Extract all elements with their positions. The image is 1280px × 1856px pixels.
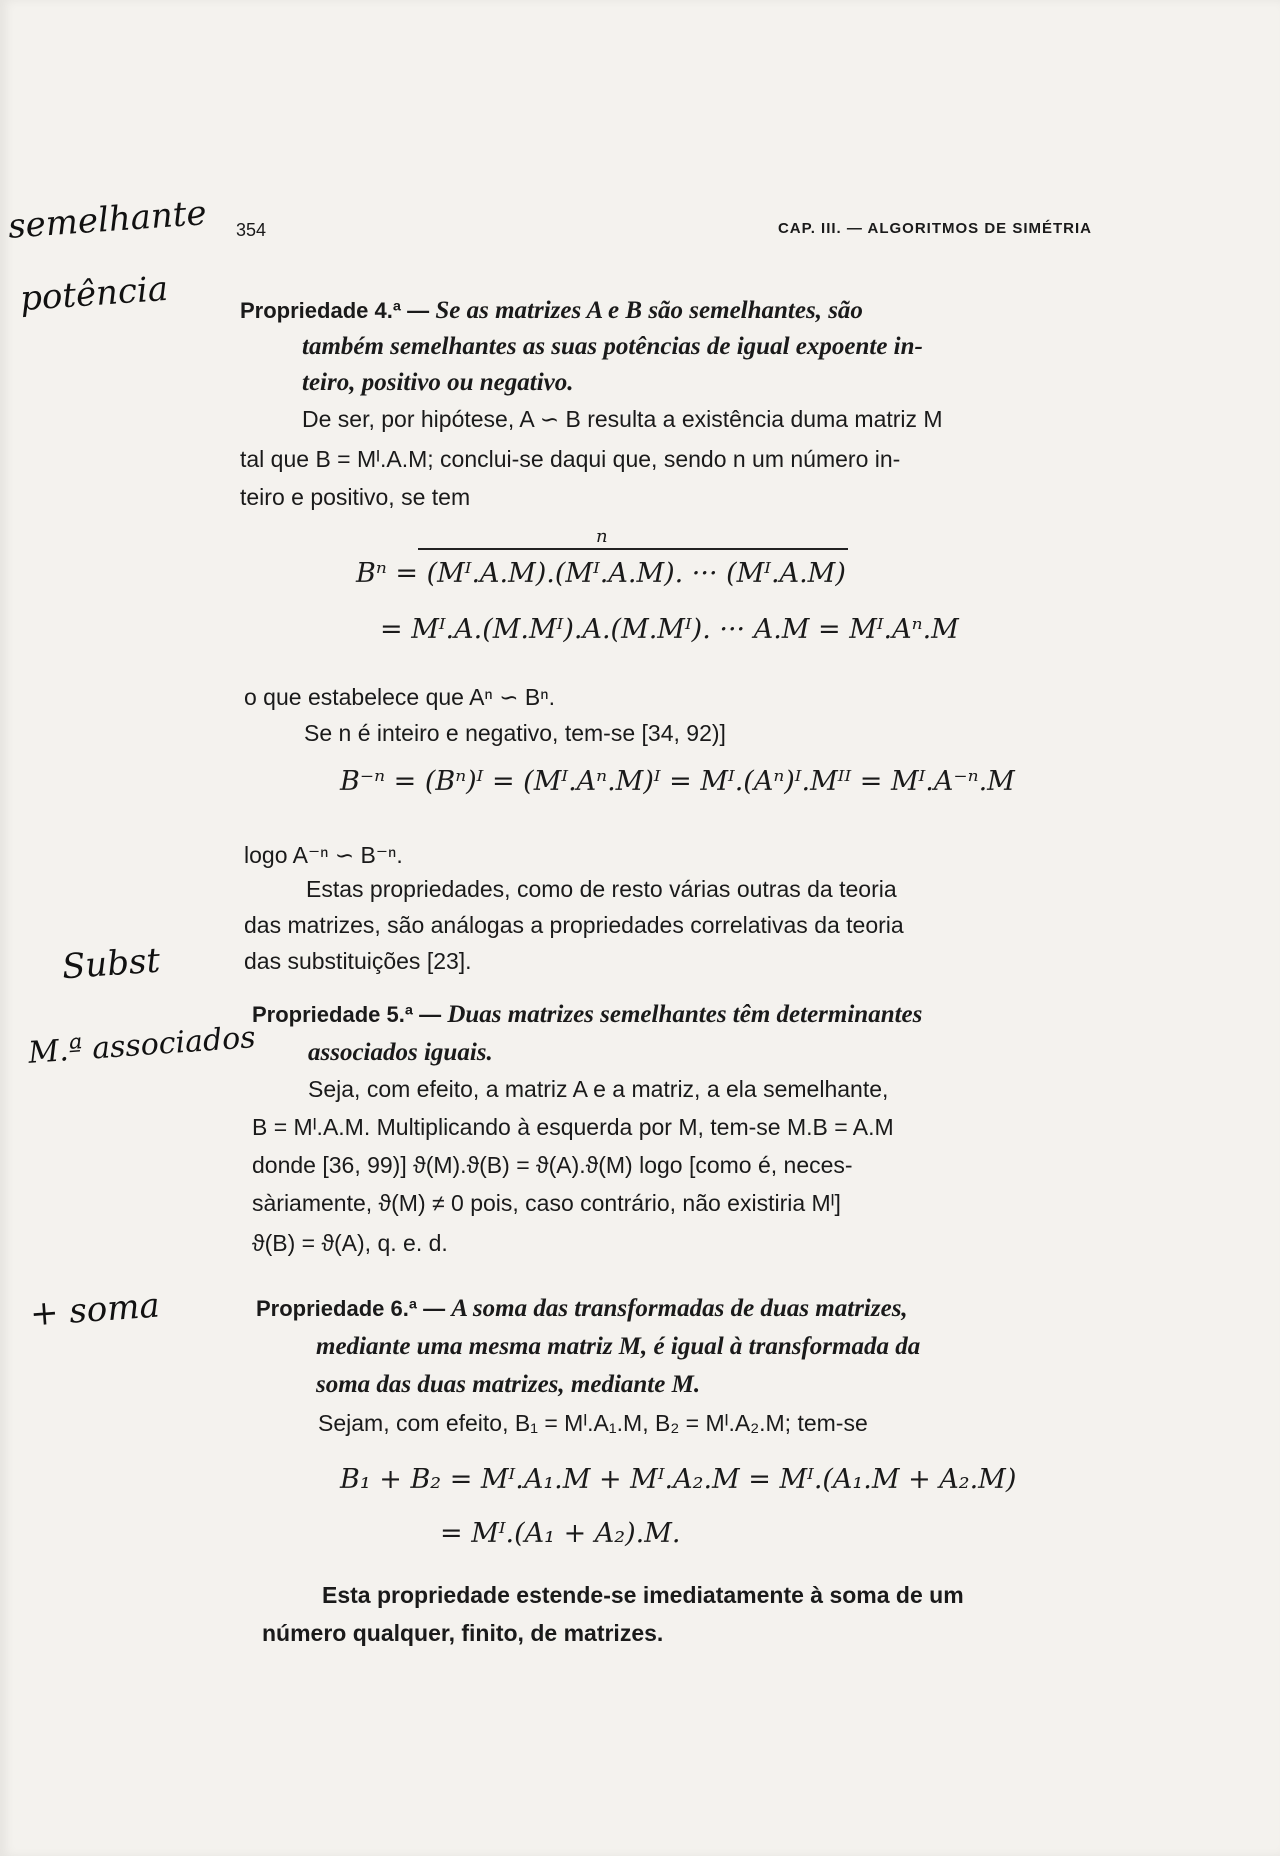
prop6-body-l1: Sejam, com efeito, B₁ = Mᴵ.A₁.M, B₂ = Mᴵ.A₂.M; tem-se — [318, 1410, 868, 1436]
prop4-remark-l1: Estas propriedades, como de resto várias outras da teoria — [306, 876, 897, 902]
running-header — [236, 216, 1092, 246]
margin-note-potencia: potência — [18, 268, 170, 320]
margin-note-semelhante: semelhante — [6, 193, 208, 247]
prop4-brace-label: n — [596, 526, 608, 547]
prop4-body-l3: teiro e positivo, se tem — [240, 484, 471, 510]
prop5-body-l4: sàriamente, ϑ(M) ≠ 0 pois, caso contrário, não existiria Mᴵ] — [252, 1190, 841, 1216]
margin-note-soma: + soma — [28, 1285, 161, 1335]
prop4-equation-1: Bⁿ = (Mᴵ.A.M).(Mᴵ.A.M). ··· (Mᴵ.A.M) — [356, 558, 846, 589]
prop4-label: Propriedade 4.ª — — [240, 298, 430, 323]
prop6-statement-l1: A soma das transformadas de duas matrizes, — [451, 1295, 908, 1322]
page-number: 354 — [236, 220, 267, 240]
prop4-after-eq: o que estabelece que Aⁿ ∽ Bⁿ. — [244, 684, 555, 710]
prop4-remark-l2: das matrizes, são análogas a propriedades correlativas da teoria — [244, 912, 904, 938]
prop6-closing-l2: número qualquer, finito, de matrizes. — [262, 1620, 664, 1646]
prop4-equation-2: = Mᴵ.A.(M.Mᴵ).A.(M.Mᴵ). ··· A.M = Mᴵ.Aⁿ.M — [380, 614, 959, 645]
prop5-label: Propriedade 5.ª — — [252, 1002, 442, 1027]
prop5-body-l2: B = Mᴵ.A.M. Multiplicando à esquerda por M, tem-se M.B = A.M — [252, 1114, 894, 1140]
prop6-equation-2: = Mᴵ.(A₁ + A₂).M. — [440, 1518, 681, 1549]
prop6-heading-line — [256, 1292, 908, 1326]
prop4-statement-l3: teiro, positivo ou negativo. — [302, 369, 574, 396]
prop4-remark-l3: das substituições [23]. — [244, 948, 472, 974]
prop4-body-l2: tal que B = Mᴵ.A.M; conclui-se daqui que, sendo n um número in- — [240, 446, 901, 472]
prop4-logo-line: logo A⁻ⁿ ∽ B⁻ⁿ. — [244, 842, 403, 868]
prop5-body-l5: ϑ(B) = ϑ(A), q. e. d. — [252, 1230, 448, 1256]
prop6-closing-l1: Esta propriedade estende-se imediatamente à soma de um — [322, 1582, 964, 1608]
prop4-statement-l2: também semelhantes as suas potências de igual expoente in- — [302, 333, 923, 360]
prop6-statement-l3: soma das duas matrizes, mediante M. — [316, 1371, 701, 1398]
prop6-equation-1: B₁ + B₂ = Mᴵ.A₁.M + Mᴵ.A₂.M = Mᴵ.(A₁.M + A₂.M) — [340, 1464, 1017, 1495]
prop5-body-l3: donde [36, 99)] ϑ(M).ϑ(B) = ϑ(A).ϑ(M) logo [como é, neces- — [252, 1152, 853, 1178]
margin-note-associados: M.ª associados — [27, 1020, 257, 1071]
prop6-label: Propriedade 6.ª — — [256, 1296, 446, 1321]
prop4-negative-line: Se n é inteiro e negativo, tem-se [34, 92)] — [304, 720, 726, 746]
prop4-heading-line — [240, 294, 863, 328]
margin-note-subst: Subst — [60, 940, 162, 988]
prop5-heading-line — [252, 998, 922, 1032]
prop4-statement-l1: Se as matrizes A e B são semelhantes, são — [435, 297, 863, 324]
prop4-body-l1: De ser, por hipótese, A ∽ B resulta a existência duma matriz M — [302, 406, 943, 432]
prop5-statement-l2: associados iguais. — [308, 1039, 493, 1066]
prop5-statement-l1: Duas matrizes semelhantes têm determinantes — [447, 1001, 923, 1028]
prop5-body-l1: Seja, com efeito, a matriz A e a matriz, a ela semelhante, — [308, 1076, 889, 1102]
chapter-title: CAP. III. — ALGORITMOS DE SIMÉTRIA — [777, 220, 1092, 237]
prop6-statement-l2: mediante uma mesma matriz M, é igual à transformada da — [316, 1333, 921, 1360]
prop4-equation-3: B⁻ⁿ = (Bⁿ)ᴵ = (Mᴵ.Aⁿ.M)ᴵ = Mᴵ.(Aⁿ)ᴵ.Mᴵᴵ = Mᴵ.A⁻ⁿ.M — [340, 766, 1015, 797]
